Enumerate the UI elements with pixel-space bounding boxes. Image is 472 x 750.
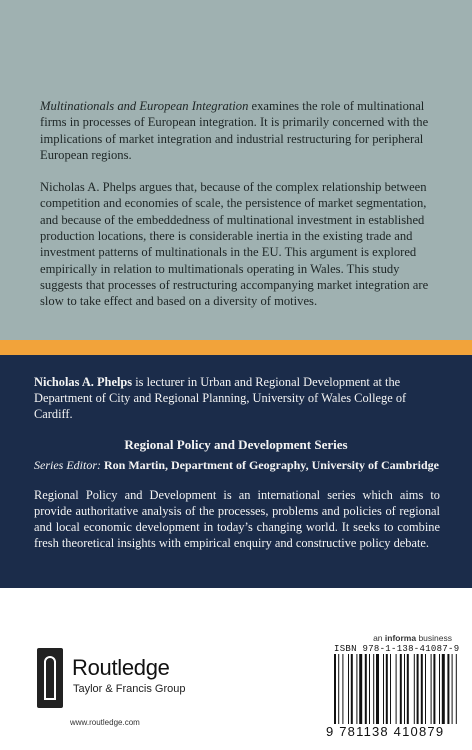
informa-tagline — [373, 633, 452, 643]
blurb — [40, 98, 438, 326]
isbn-text: ISBN 978-1-138-41087-9 — [334, 644, 460, 654]
informa-prefix: an — [373, 633, 385, 643]
series-title: Regional Policy and Development Series — [124, 437, 348, 452]
publisher-url[interactable]: www.routledge.com — [70, 718, 140, 727]
book-title: Multinationals and European Integration — [40, 99, 249, 113]
series-editor — [34, 458, 454, 473]
series-description: Regional Policy and Development is an international series which aims to provide authoritative analysis of the processes, problems and policies of regional and local economic development in today’s changing world. It seeks to combine fresh theoretical insights with empirical enquiry and constructive policy debate. — [34, 488, 440, 550]
publisher-name: Routledge — [72, 655, 170, 680]
series-editor-name: Ron Martin, Department of Geography, University of Cambridge — [101, 458, 439, 472]
series-panel — [0, 355, 472, 588]
author-bio-text: is lecturer in Urban and Regional Development at the Department of City and Regional Planning, University of Wales College of Cardiff. — [34, 375, 407, 421]
barcode-number: 9 781138 410879 — [326, 724, 445, 739]
orange-band — [0, 340, 472, 355]
barcode-icon — [334, 654, 460, 724]
blurb-paragraph-1-text: examines the role of multinational firms in processes of European integration. It is primarily concerned with the implications of market integration and industrial restructuring for peripheral European regions. — [40, 99, 429, 162]
blurb-paragraph-1 — [40, 98, 438, 163]
informa-brand: informa — [384, 633, 417, 643]
blurb-paragraph-2: Nicholas A. Phelps argues that, because of the complex relationship between competition and economies of scale, the persistence of market segmentation, and because of the embeddedness of multinational investment in established production locations, there is considerable inertia in the existing trade and investment patterns of multinationals in the EU. This argument is explored empirically in relation to multimationals operating in Wales. This study suggests that processes of restructuring accompanying market integration are slow to take effect and based on a diversity of motives. — [40, 180, 429, 309]
publisher-panel — [0, 588, 472, 750]
blurb-panel — [0, 0, 472, 340]
author-bio — [34, 374, 440, 422]
publisher-group: Taylor & Francis Group — [73, 683, 186, 695]
author-name: Nicholas A. Phelps — [34, 375, 133, 389]
informa-suffix: business — [416, 633, 452, 643]
routledge-logo-icon — [37, 648, 63, 708]
series-editor-label: Series Editor: — [34, 458, 101, 472]
